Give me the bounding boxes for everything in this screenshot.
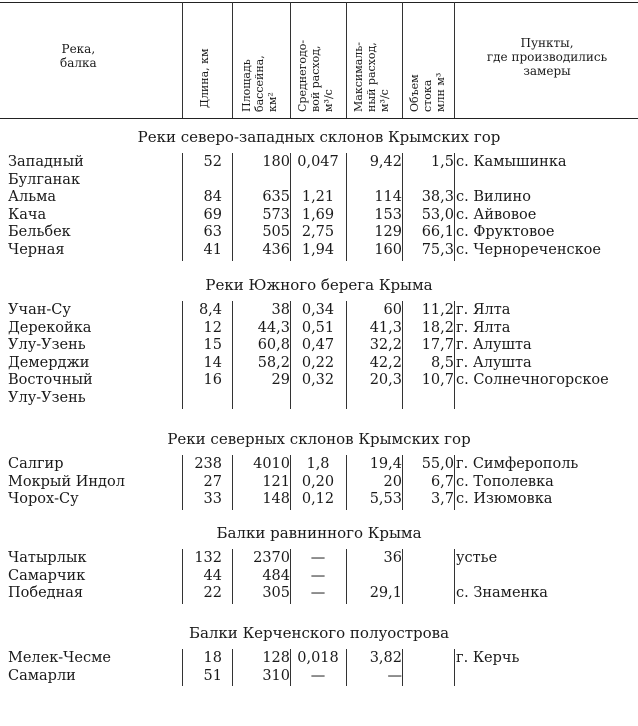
avg-flow-value: 1,8: [306, 456, 330, 472]
avg-flow-value: 0,047: [297, 154, 339, 170]
max-flow-value: 36: [383, 550, 402, 566]
volume-value: 38,3: [421, 189, 454, 206]
max-flow-value: 19,4: [369, 456, 402, 472]
avg-flow-value: 0,018: [297, 650, 339, 666]
max-flow-value: 160: [374, 242, 402, 258]
river-name: Чорох-Су: [8, 491, 79, 508]
table-row: [0, 189, 638, 206]
table-row: [0, 668, 638, 685]
table-row: [0, 154, 638, 171]
area-value: 436: [262, 242, 290, 258]
table-row: [0, 207, 638, 224]
measure-point: г. Ялта: [456, 319, 511, 336]
table-row: [0, 242, 638, 259]
measure-point: с. Изюмовка: [456, 491, 553, 508]
table-row: [0, 568, 638, 585]
avg-flow-value: —: [310, 567, 326, 584]
area-value: 38: [271, 302, 290, 318]
max-flow-value: 42,2: [369, 354, 402, 371]
max-flow-value: 20: [383, 473, 402, 490]
river-name: Улу-Узень: [8, 390, 86, 406]
volume-value: 1,5: [430, 154, 454, 170]
avg-flow-value: 2,75: [301, 224, 335, 241]
length-value: 18: [203, 650, 222, 666]
table-top-rule: [0, 2, 638, 3]
river-name: Мелек-Чесме: [8, 650, 111, 666]
area-value: 180: [262, 154, 290, 170]
avg-flow-value: 0,51: [301, 319, 335, 336]
length-value: 8,4: [198, 302, 222, 318]
measure-point: с. Камышинка: [456, 154, 567, 170]
avg-flow-value: 1,69: [301, 206, 335, 223]
area-value: 44,3: [257, 319, 290, 336]
river-name: Салгир: [8, 456, 64, 472]
length-value: 14: [203, 354, 222, 371]
area-value: 58,2: [257, 354, 290, 371]
length-value: 27: [203, 473, 222, 490]
max-flow-value: 41,3: [369, 319, 402, 336]
area-value: 148: [262, 491, 290, 508]
section-title: Реки северо-западных склонов Крымских гор: [137, 128, 501, 146]
header-bottom-rule: [0, 118, 638, 119]
header-points: Пункты, где производились замеры: [486, 36, 608, 78]
max-flow-value: 60: [383, 302, 402, 318]
river-name: Демерджи: [8, 354, 90, 371]
max-flow-value: 5,53: [369, 491, 402, 508]
area-value: 484: [262, 567, 290, 584]
length-value: 44: [203, 567, 222, 584]
max-flow-value: 129: [374, 224, 402, 241]
header-avg-flow: Среднегодо- вой расход, м³/с: [296, 39, 335, 112]
length-value: 84: [203, 189, 222, 206]
river-name: Кача: [8, 206, 47, 223]
avg-flow-value: 0,22: [301, 354, 335, 371]
length-value: 51: [203, 667, 222, 684]
measure-point: устье: [456, 550, 498, 566]
header-river: Река, балка: [60, 42, 97, 70]
river-name: Улу-Узень: [8, 337, 86, 354]
length-value: 132: [194, 550, 222, 566]
avg-flow-value: 0,12: [301, 491, 335, 508]
area-value: 305: [262, 585, 290, 602]
area-value: 505: [262, 224, 290, 241]
measure-point: с. Солнечногорское: [456, 372, 609, 389]
measure-point: с. Чернореченское: [456, 242, 601, 258]
header-divider: [346, 2, 347, 118]
section-title: Реки северных склонов Крымских гор: [167, 430, 471, 448]
area-value: 29: [271, 372, 290, 389]
table-row: [0, 355, 638, 372]
avg-flow-value: —: [310, 667, 326, 684]
avg-flow-value: 0,20: [301, 473, 335, 490]
volume-value: 11,2: [421, 302, 454, 318]
table-row: [0, 224, 638, 241]
volume-value: 8,5: [430, 354, 454, 371]
max-flow-value: —: [387, 667, 402, 684]
river-name: Черная: [8, 242, 65, 258]
table-row: [0, 474, 638, 491]
length-value: 16: [203, 372, 222, 389]
volume-value: 18,2: [421, 319, 454, 336]
area-value: 635: [262, 189, 290, 206]
length-value: 52: [203, 154, 222, 170]
max-flow-value: 29,1: [369, 585, 402, 602]
measure-point: с. Айвовое: [456, 206, 537, 223]
header-divider: [290, 2, 291, 118]
table-row: [0, 650, 638, 667]
table-row: [0, 172, 638, 189]
river-name: Мокрый Индол: [8, 473, 125, 490]
max-flow-value: 20,3: [369, 372, 402, 389]
volume-value: 66,1: [421, 224, 454, 241]
area-value: 121: [262, 473, 290, 490]
length-value: 69: [203, 206, 222, 223]
length-value: 63: [203, 224, 222, 241]
max-flow-value: 9,42: [369, 154, 402, 170]
table-row: [0, 372, 638, 389]
area-value: 4010: [253, 456, 290, 472]
max-flow-value: 32,2: [369, 337, 402, 354]
measure-point: с. Вилино: [456, 189, 531, 206]
river-name: Альма: [8, 189, 57, 206]
river-name: Самарли: [8, 667, 76, 684]
river-name: Победная: [8, 585, 84, 602]
volume-value: 3,7: [430, 491, 454, 508]
length-value: 41: [203, 242, 222, 258]
area-value: 573: [262, 206, 290, 223]
table-row: [0, 491, 638, 508]
river-name: Булганак: [8, 171, 81, 188]
measure-point: г. Алушта: [456, 337, 532, 354]
table-row: [0, 320, 638, 337]
area-value: 2370: [253, 550, 290, 566]
table-row: [0, 456, 638, 473]
avg-flow-value: 0,32: [301, 372, 335, 389]
max-flow-value: 3,82: [369, 650, 402, 666]
area-value: 128: [262, 650, 290, 666]
river-name: Чатырлык: [8, 550, 87, 566]
measure-point: с. Знаменка: [456, 585, 548, 602]
avg-flow-value: 0,47: [301, 337, 335, 354]
volume-value: 55,0: [421, 456, 454, 472]
length-value: 15: [203, 337, 222, 354]
river-name: Бельбек: [8, 224, 71, 241]
avg-flow-value: 0,34: [301, 302, 335, 318]
table-row: [0, 390, 638, 407]
table-row: [0, 585, 638, 602]
volume-value: 17,7: [421, 337, 454, 354]
table-row: [0, 302, 638, 319]
max-flow-value: 114: [374, 189, 402, 206]
header-area: Площадь бассейна, км²: [240, 55, 279, 112]
header-divider: [402, 2, 403, 118]
measure-point: с. Тополевка: [456, 473, 554, 490]
volume-value: 6,7: [430, 473, 454, 490]
measure-point: г. Керчь: [456, 650, 520, 666]
header-max-flow: Максималь- ный расход, м³/с: [352, 42, 391, 112]
river-name: Учан-Су: [8, 302, 71, 318]
avg-flow-value: —: [310, 550, 326, 566]
header-divider: [232, 2, 233, 118]
volume-value: 53,0: [421, 206, 454, 223]
volume-value: 10,7: [421, 372, 454, 389]
section-title: Балки Керченского полуострова: [188, 624, 450, 642]
measure-point: г. Симферополь: [456, 456, 579, 472]
area-value: 60,8: [257, 337, 290, 354]
section-title: Балки равнинного Крыма: [216, 524, 422, 542]
volume-value: 75,3: [421, 242, 454, 258]
river-name: Самарчик: [8, 567, 86, 584]
length-value: 238: [194, 456, 222, 472]
measure-point: г. Алушта: [456, 354, 532, 371]
length-value: 22: [203, 585, 222, 602]
length-value: 12: [203, 319, 222, 336]
avg-flow-value: 1,21: [301, 189, 335, 206]
river-name: Восточный: [8, 372, 93, 389]
section-title: Реки Южного берега Крыма: [205, 276, 433, 294]
river-name: Западный: [8, 154, 84, 170]
measure-point: с. Фруктовое: [456, 224, 555, 241]
measure-point: г. Ялта: [456, 302, 511, 318]
river-name: Дерекойка: [8, 319, 92, 336]
avg-flow-value: —: [310, 585, 326, 602]
header-length: Длина, км: [198, 48, 211, 108]
header-volume: Объем стока млн м³: [408, 72, 447, 112]
table-row: [0, 337, 638, 354]
header-divider: [454, 2, 455, 118]
length-value: 33: [203, 491, 222, 508]
table-row: [0, 550, 638, 567]
area-value: 310: [262, 667, 290, 684]
header-divider: [182, 2, 183, 118]
avg-flow-value: 1,94: [301, 242, 335, 258]
max-flow-value: 153: [374, 206, 402, 223]
